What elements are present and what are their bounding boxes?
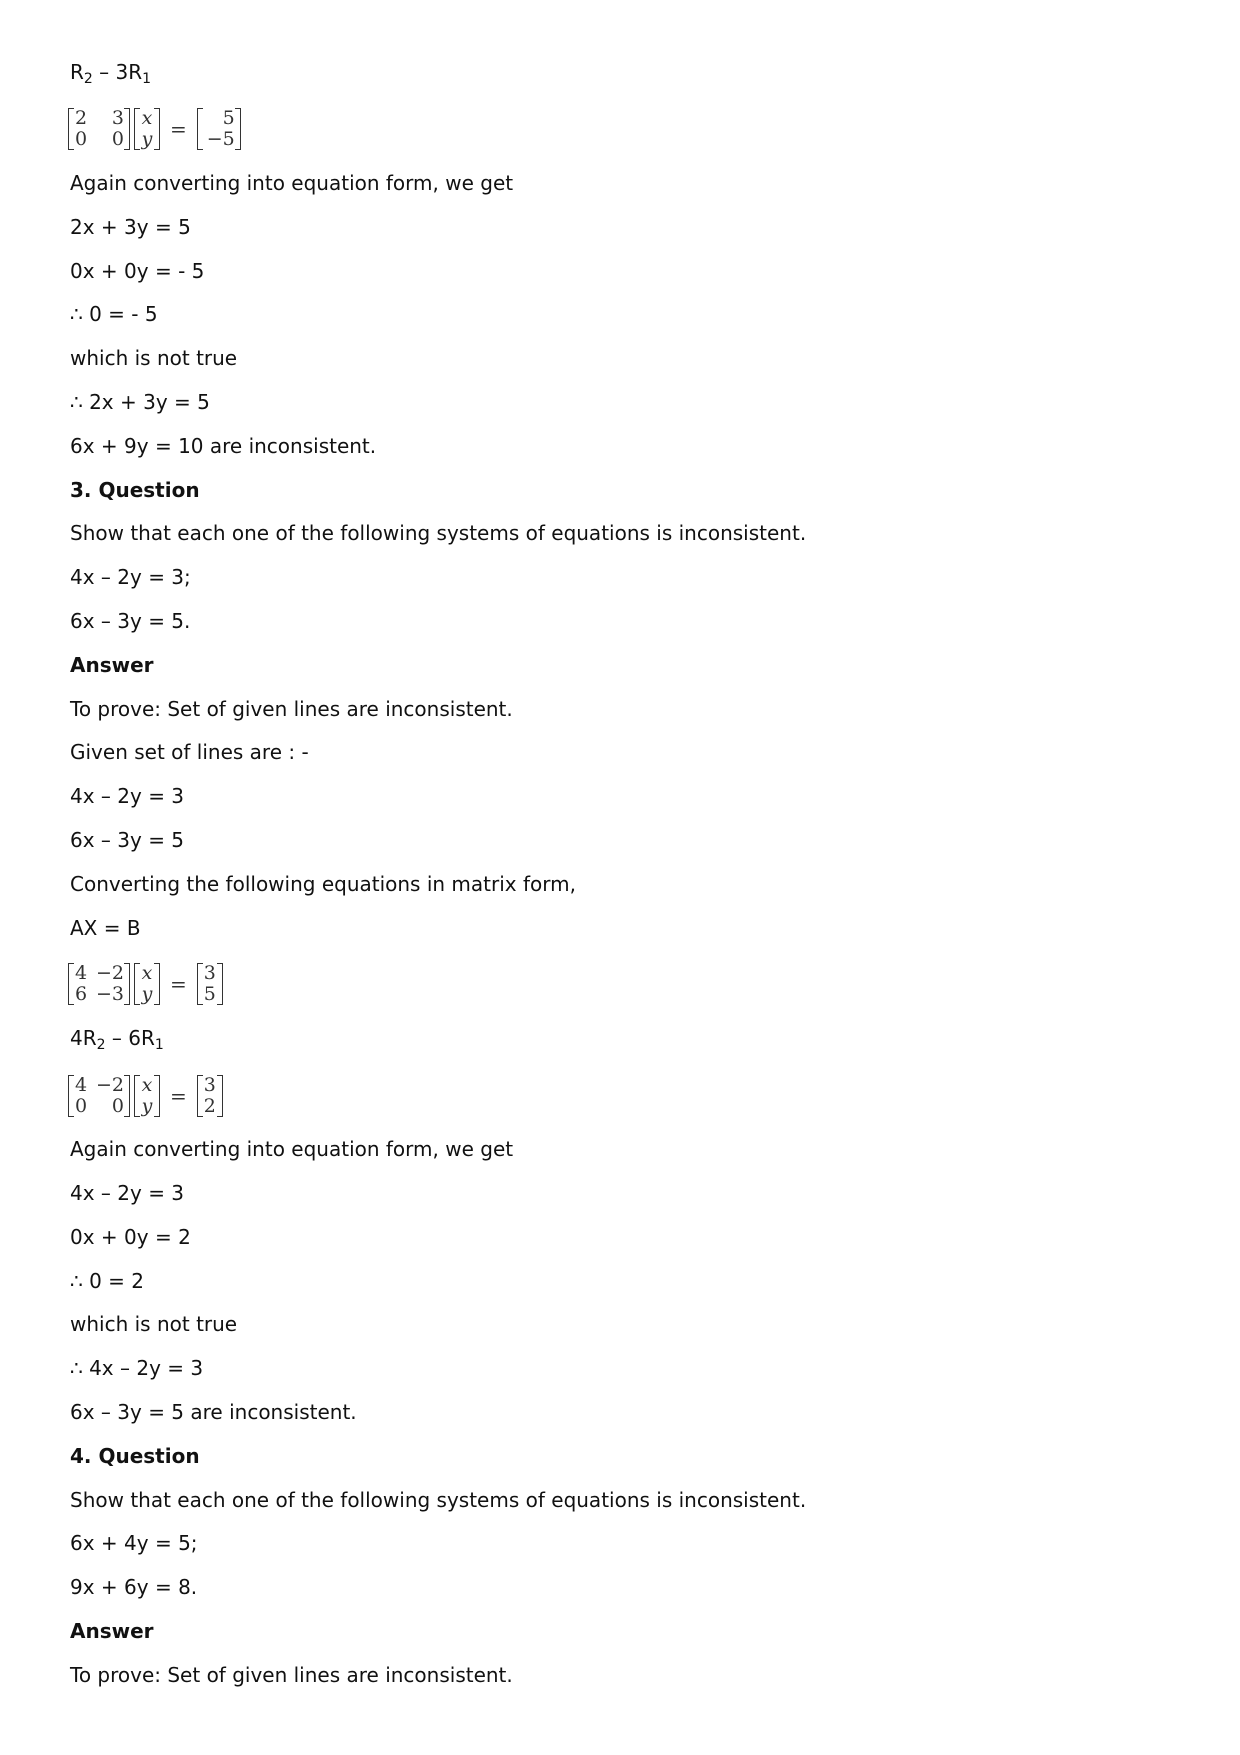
equation-line: 6x + 4y = 5; [70,1531,198,1555]
text-line: Again converting into equation form, we get [70,171,514,195]
equation-line: 4x – 2y = 3; [70,565,191,589]
variable-matrix: x y [134,963,160,1005]
text-line: Converting the following equations in matrix form, [70,872,576,896]
coefficient-matrix: 2 3 0 0 [68,108,130,150]
equation-line: 4x – 2y = 3 [70,784,185,808]
text-line: which is not true [70,346,238,370]
equals-sign: = [170,117,187,141]
coefficient-matrix: 4 −2 0 0 [68,1075,130,1117]
equation-line: ∴ 0 = 2 [70,1269,145,1293]
answer-heading: Answer [70,1619,154,1643]
matrix-equation-2 [68,961,223,1007]
equation-line: 6x – 3y = 5. [70,609,191,633]
equation-line: 0x + 0y = 2 [70,1225,191,1249]
text-line: 6x – 3y = 5 are inconsistent. [70,1400,357,1424]
variable-matrix: x y [134,1075,160,1117]
question-text: Show that each one of the following systems of equations is inconsistent. [70,521,807,545]
question-heading: 3. Question [70,478,200,502]
row-operation-label: $4R_2 - 6R_1$ [70,1026,164,1053]
text-line: To prove: Set of given lines are inconsistent. [70,697,513,721]
question-heading: 4. Question [70,1444,200,1468]
constant-matrix: 5 −5 [197,108,241,150]
text-line: To prove: Set of given lines are inconsistent. [70,1663,513,1687]
variable-matrix: x y [134,108,160,150]
matrix-equation-1 [68,106,241,152]
coefficient-matrix: 4 −2 6 −3 [68,963,130,1005]
equation-line: 0x + 0y = - 5 [70,259,205,283]
constant-matrix: 3 5 [197,963,223,1005]
equation-line: 6x – 3y = 5 [70,828,185,852]
equals-sign: = [170,1084,187,1108]
equation-line: ∴ 4x – 2y = 3 [70,1356,204,1380]
text-line: 6x + 9y = 10 are inconsistent. [70,434,377,458]
constant-matrix: 3 2 [197,1075,223,1117]
text-line: Given set of lines are : - [70,740,309,764]
row-operation-label: $R_2 - 3R_1$ [70,60,152,87]
matrix-equation-3 [68,1073,223,1119]
question-text: Show that each one of the following systems of equations is inconsistent. [70,1488,807,1512]
answer-heading: Answer [70,653,154,677]
equation-line: 4x – 2y = 3 [70,1181,185,1205]
equation-line: ∴ 2x + 3y = 5 [70,390,210,414]
text-line: Again converting into equation form, we get [70,1137,514,1161]
equation-line: AX = B [70,916,141,940]
equals-sign: = [170,972,187,996]
equation-line: ∴ 0 = - 5 [70,302,158,326]
text-line: which is not true [70,1312,238,1336]
equation-line: 2x + 3y = 5 [70,215,191,239]
equation-line: 9x + 6y = 8. [70,1575,198,1599]
